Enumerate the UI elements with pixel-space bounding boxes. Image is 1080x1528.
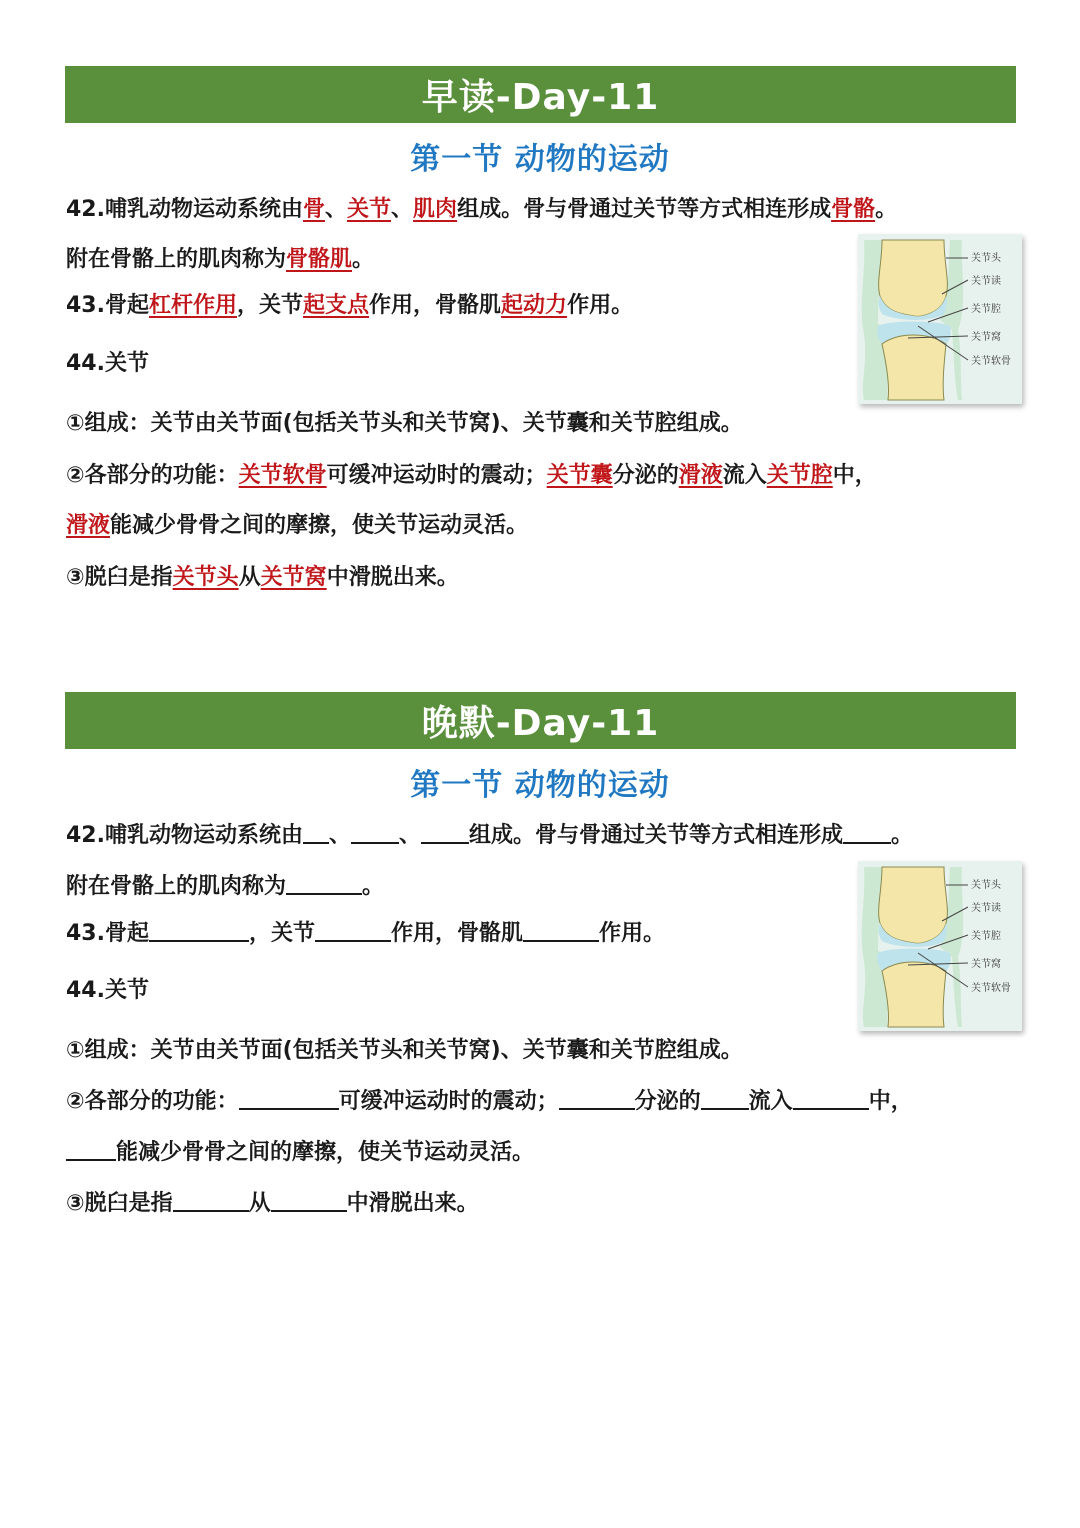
answer: 关节腔 bbox=[766, 463, 833, 488]
joint-diagram bbox=[858, 861, 1022, 1031]
evening-q44-title: 44.关节 bbox=[66, 978, 149, 1003]
blank-field[interactable] bbox=[351, 822, 399, 844]
blank-field[interactable] bbox=[315, 920, 391, 942]
joint-head-bone bbox=[879, 867, 948, 943]
evening-q42: 42.哺乳动物运动系统由 、 、 组成。骨与骨通过关节等方式相连形成 。 bbox=[66, 823, 914, 848]
joint-socket-bone bbox=[882, 962, 946, 1027]
evening-p1: ①组成：关节由关节面(包括关节头和关节窝)、关节囊和关节腔组成。 bbox=[66, 1038, 743, 1063]
morning-q42: 42.哺乳动物运动系统由骨、关节、肌肉组成。骨与骨通过关节等方式相连形成骨骼。 bbox=[66, 197, 898, 222]
blank-field[interactable] bbox=[421, 822, 469, 844]
answer: 滑液 bbox=[66, 513, 111, 538]
joint-head-bone bbox=[879, 240, 948, 316]
label-joint-head: 关节头 bbox=[971, 253, 1001, 264]
answer: 起动力 bbox=[501, 293, 568, 318]
evening-p3: ③脱臼是指 从 中滑脱出来。 bbox=[66, 1191, 479, 1216]
label-joint-cavity: 关节腔 bbox=[971, 931, 1001, 942]
blank-field[interactable] bbox=[523, 920, 599, 942]
blank-field[interactable] bbox=[173, 1190, 249, 1212]
blank-field[interactable] bbox=[843, 822, 891, 844]
morning-q43: 43.骨起杠杆作用，关节起支点作用，骨骼肌起动力作用。 bbox=[66, 293, 634, 318]
evening-p2: ②各部分的功能： 可缓冲运动时的震动； 分泌的 流入 中， bbox=[66, 1089, 913, 1114]
morning-subtitle: 第一节 动物的运动 bbox=[410, 142, 670, 177]
label-joint-cartilage: 关节软骨 bbox=[971, 983, 1011, 994]
answer: 肌肉 bbox=[413, 197, 458, 222]
evening-p2-cont: 能减少骨骨之间的摩擦，使关节运动灵活。 bbox=[66, 1135, 534, 1166]
joint-socket-bone bbox=[882, 335, 946, 400]
label-joint-socket: 关节窝 bbox=[971, 332, 1001, 343]
evening-banner bbox=[65, 692, 1016, 749]
morning-p2-cont: 滑液能减少骨骨之间的摩擦，使关节运动灵活。 bbox=[66, 513, 529, 538]
blank-field[interactable] bbox=[149, 920, 249, 942]
joint-diagram-svg bbox=[858, 234, 1022, 404]
answer: 起支点 bbox=[303, 293, 370, 318]
answer: 关节窝 bbox=[260, 565, 327, 590]
answer: 杠杆作用 bbox=[148, 293, 237, 318]
evening-q42-cont: 附在骨骼上的肌肉称为 。 bbox=[66, 874, 385, 899]
answer: 关节软骨 bbox=[238, 463, 327, 488]
answer: 关节 bbox=[347, 197, 392, 222]
blank-field[interactable] bbox=[271, 1190, 347, 1212]
blank-field[interactable] bbox=[559, 1088, 635, 1110]
morning-q44-title: 44.关节 bbox=[66, 351, 149, 376]
blank-field[interactable] bbox=[701, 1088, 749, 1110]
answer: 关节头 bbox=[172, 565, 239, 590]
joint-diagram-svg bbox=[858, 861, 1022, 1031]
answer: 关节囊 bbox=[546, 463, 613, 488]
label-joint-2: 关节读 bbox=[971, 903, 1001, 914]
morning-banner-title: 早读-Day-11 bbox=[421, 77, 660, 118]
answer: 骨骼肌 bbox=[286, 247, 353, 272]
blank-field[interactable] bbox=[286, 873, 362, 895]
blank-field[interactable] bbox=[239, 1088, 339, 1110]
morning-banner bbox=[65, 66, 1016, 123]
joint-diagram bbox=[858, 234, 1022, 404]
morning-p3: ③脱臼是指关节头从关节窝中滑脱出来。 bbox=[66, 565, 459, 590]
blank-field[interactable] bbox=[303, 822, 329, 844]
blank-field[interactable] bbox=[793, 1088, 869, 1110]
blank-field[interactable] bbox=[66, 1139, 116, 1161]
label-joint-cavity: 关节腔 bbox=[971, 304, 1001, 315]
morning-q42-cont: 附在骨骼上的肌肉称为骨骼肌。 bbox=[66, 247, 375, 272]
label-joint-2: 关节读 bbox=[971, 276, 1001, 287]
label-joint-head: 关节头 bbox=[971, 880, 1001, 891]
evening-banner-title: 晚默-Day-11 bbox=[421, 703, 660, 744]
evening-subtitle: 第一节 动物的运动 bbox=[410, 768, 670, 803]
answer: 骨骼 bbox=[831, 197, 876, 222]
answer: 骨 bbox=[302, 197, 325, 222]
label-joint-cartilage: 关节软骨 bbox=[971, 356, 1011, 367]
morning-p1: ①组成：关节由关节面(包括关节头和关节窝)、关节囊和关节腔组成。 bbox=[66, 411, 743, 436]
evening-q43: 43.骨起 ，关节 作用，骨骼肌 作用。 bbox=[66, 921, 666, 946]
answer: 滑液 bbox=[678, 463, 723, 488]
morning-p2: ②各部分的功能：关节软骨可缓冲运动时的震动；关节囊分泌的滑液流入关节腔中， bbox=[66, 463, 877, 488]
label-joint-socket: 关节窝 bbox=[971, 959, 1001, 970]
